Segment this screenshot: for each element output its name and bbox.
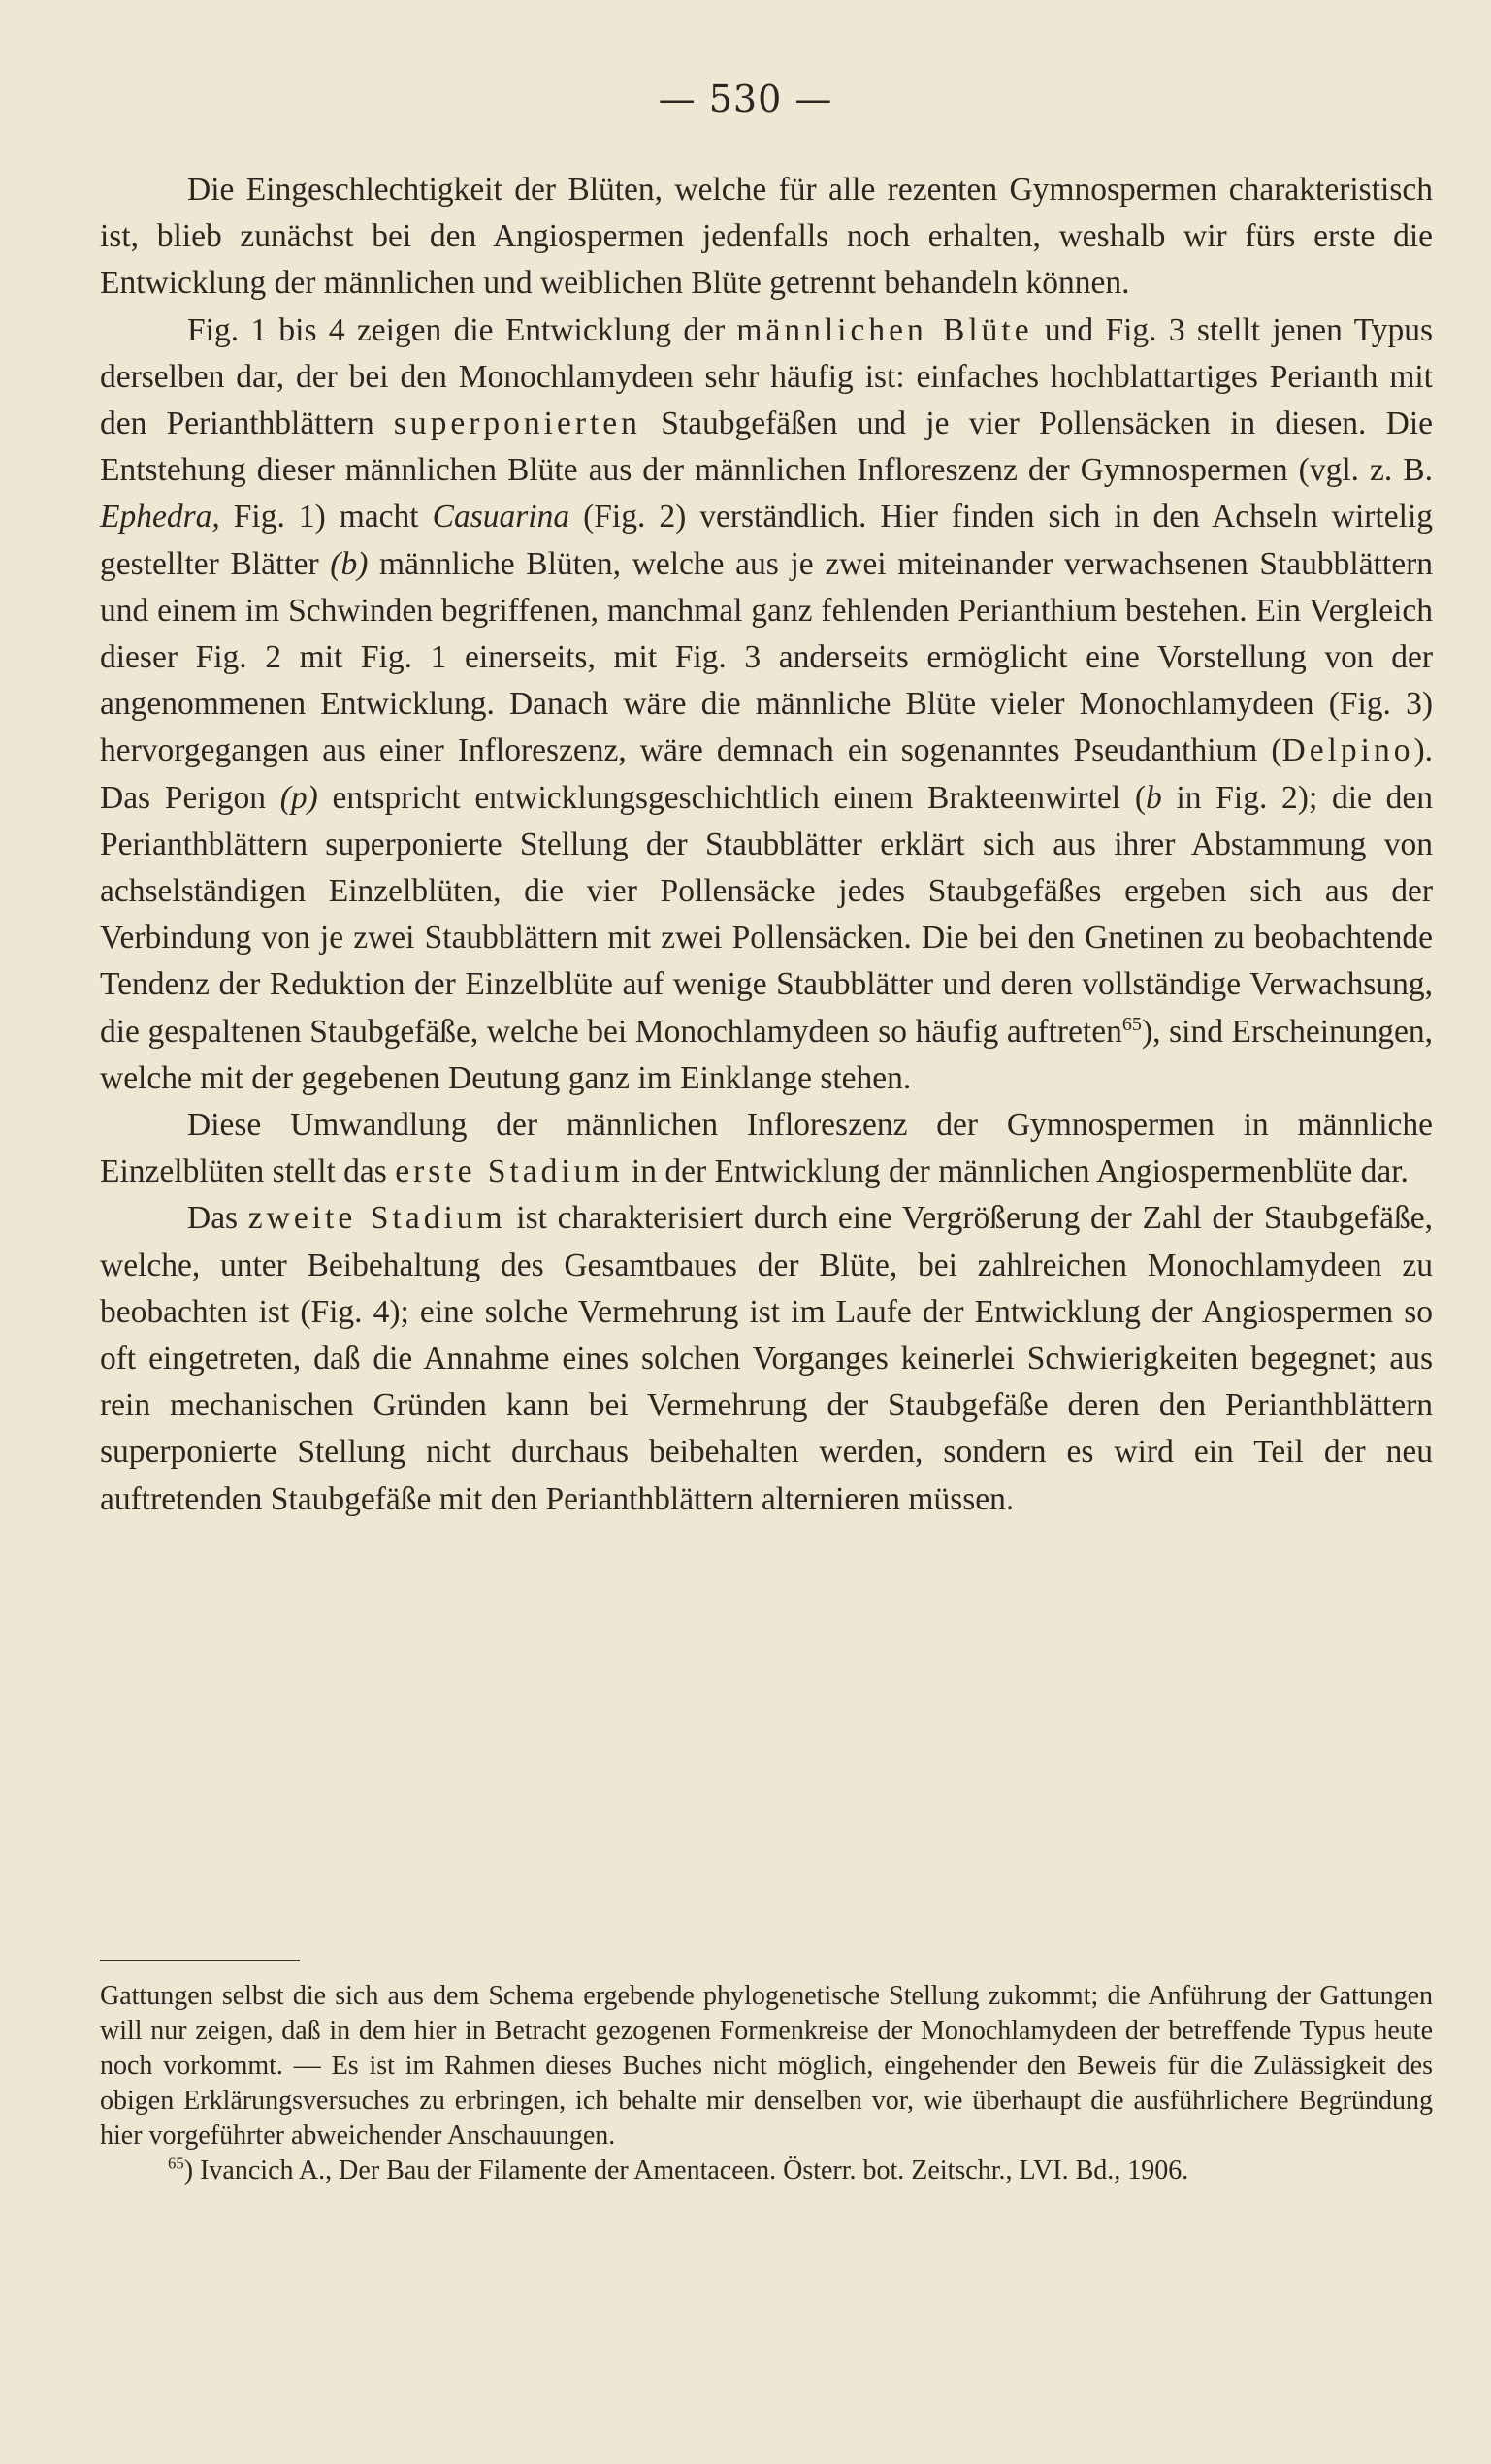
italic-ephedra: Ephedra,: [100, 499, 220, 535]
spaced-term-zweites-stadium: zweite Stadium: [247, 1200, 506, 1237]
text-run: (Fig. 2) verständlich. Hier finden sich in den Achseln wirtelig gestellter Blätter: [100, 499, 1434, 582]
text-run: Das: [187, 1200, 248, 1237]
text-run: in der Entwicklung der männlichen Angiospermenblüte dar.: [623, 1153, 1409, 1190]
paragraph-3: [100, 1102, 1433, 1195]
spaced-name-delpino: Delpino: [1281, 732, 1414, 769]
text-run: Fig. 1) macht: [219, 499, 433, 535]
italic-label-p: (p): [279, 779, 318, 816]
italic-casuarina: Casuarina: [432, 499, 570, 535]
footnotes: [100, 1979, 1433, 2188]
footnote-65: [100, 2154, 1433, 2188]
main-text: [100, 167, 1433, 1523]
spaced-term-erstes-stadium: erste Stadium: [395, 1153, 624, 1190]
text-run: Diese Umwandlung der männlichen Infloreszenz der Gymnospermen in männliche Einzelblüten stellt das: [100, 1107, 1433, 1190]
text-run: entspricht entwicklungsgeschichtlich einem Brakteenwirtel (: [317, 779, 1146, 816]
text-run: Staubgefäßen und je vier Pollensäcken in diesen. Die Entstehung dieser männlichen Blüte aus der männlichen Infloreszenz der Gymnospermen (vgl. z. B.: [100, 405, 1433, 489]
text-run: ). Das Perigon: [100, 732, 1433, 816]
footnote-divider: [100, 1960, 300, 1961]
italic-label-b: (b): [330, 545, 369, 582]
text-run: ), sind Erscheinungen, welche mit der gegebenen Deutung ganz im Einklange stehen.: [100, 1013, 1433, 1096]
footnote-mark-65: 65: [168, 2154, 184, 2173]
paragraph-4: [100, 1195, 1433, 1522]
paragraph-2: [100, 308, 1433, 1102]
footnote-65-text: ) Ivancich A., Der Bau der Filamente der Amentaceen. Österr. bot. Zeitschr., LVI. Bd., 1906.: [183, 2156, 1189, 2186]
text-run: und Fig. 3 stellt jenen Typus derselben dar, der bei den Monochlamydeen sehr häufig ist: einfaches hochblattartiges Perianth mit den Perianthblättern: [100, 311, 1433, 442]
paragraph-1: Die Eingeschlechtigkeit der Blüten, welche für alle rezenten Gymnospermen charakteristisch ist, blieb zunächst bei den Angiospermen jedenfalls noch erhalten, weshalb wir fürs erste die Entwicklung der männlichen und weiblichen Blüte getrennt behandeln können.: [100, 172, 1433, 302]
footnote-continuation: Gattungen selbst die sich aus dem Schema ergebende phylogenetische Stellung zukommt; die Anführung der Gattungen will nur zeigen, daß in dem hier in Betracht gezogenen Formenkreise der Monochlamydeen der betreffende Typus heute noch vorkommt. — Es ist im Rahmen dieses Buches nicht möglich, eingehender den Beweis für die Zulässigkeit des obigen Erklärungsversuches zu erbringen, ich behalte mir denselben vor, wie überhaupt die ausführlichere Begründung hier vorgeführter abweichender Anschauungen.: [100, 1981, 1433, 2151]
italic-label-b-inline: b: [1146, 779, 1162, 816]
spaced-term-superponierten: superponierten: [393, 405, 641, 442]
page-number: — 530 —: [658, 78, 833, 120]
text-run: männliche Blüten, welche aus je zwei miteinander verwachsenen Staubblättern und einem im Schwinden begriffenen, manchmal ganz fehlenden Perianthium bestehen. Ein Vergleich dieser Fig. 2 mit Fig. 1 einerseits, mit Fig. 3 anderseits ermöglicht eine Vorstellung von der angenommenen Entwicklung. Danach wäre die männliche Blüte vieler Monochlamydeen (Fig. 3) hervorgegangen aus einer Infloreszenz, wäre demnach ein sogenanntes Pseudanthium (: [100, 545, 1433, 769]
text-run: in Fig. 2); die den Perianthblättern superponierte Stellung der Staubblätter erklärt sich aus ihrer Abstammung von achselständigen Einzelblüten, die vier Pollensäcke jedes Staubgefäßes ergeben sich aus der Verbindung von je zwei Staubblättern mit zwei Pollensäcken. Die bei den Gnetinen zu beobachtende Tendenz der Reduktion der Einzelblüte auf wenige Staubblätter und deren vollständige Verwachsung, die gespaltenen Staubgefäße, welche bei Monochlamydeen so häufig auftreten: [100, 779, 1433, 1050]
spaced-term-maennliche-bluete: männlichen Blüte: [736, 311, 1033, 348]
footnote-reference-65[interactable]: 65: [1121, 1013, 1142, 1035]
text-run: Fig. 1 bis 4 zeigen die Entwicklung der: [187, 311, 737, 348]
text-run: ist charakterisiert durch eine Vergrößerung der Zahl der Staubgefäße, welche, unter Beibehaltung des Gesamtbaues der Blüte, bei zahlreichen Monochlamydeen zu beobachten ist (Fig. 4); eine solche Vermehrung ist im Laufe der Entwicklung der Angiospermen so oft eingetreten, daß die Annahme eines solchen Vorganges keinerlei Schwierigkeiten begegnet; aus rein mechanischen Gründen kann bei Vermehrung der Staubgefäße deren den Perianthblättern superponierte Stellung nicht durchaus beibehalten werden, sondern es wird ein Teil der neu auftretenden Staubgefäße mit den Perianthblättern alternieren müssen.: [100, 1200, 1433, 1517]
